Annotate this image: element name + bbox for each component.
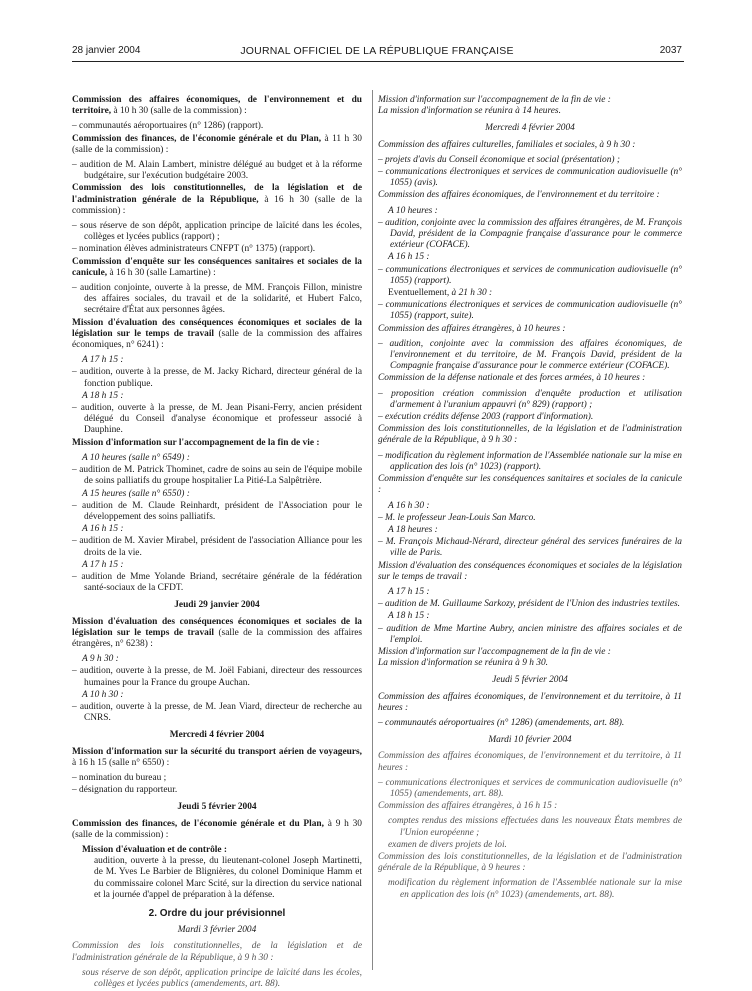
agenda-item: – audition, conjointe avec la commission des affaires économiques, de l'environnement et du territoire, de M. François David, président de la Compagnie française d'assurance pour le commerce extérieur (COFACE). <box>378 338 682 372</box>
time-slot: A 16 h 15 : <box>388 252 430 263</box>
day-heading: Mercredi 4 février 2004 <box>485 123 575 134</box>
agenda-item: examen de divers projets de loi. <box>388 839 507 850</box>
header-date: 28 janvier 2004 <box>72 45 141 56</box>
agenda-block: Commission des affaires économiques, de l'environnement et du territoire, à 11 heures : <box>378 751 682 773</box>
agenda-item: – audition de M. Guillaume Sarkozy, président de l'Union des industries textiles. <box>378 599 680 610</box>
agenda-block <box>72 134 362 156</box>
agenda-block: Mission d'information sur l'accompagnement de la fin de vie : <box>378 95 611 105</box>
agenda-block: Mission d'évaluation des conséquences économiques et sociales de la législation sur le temps de travail : <box>378 560 682 582</box>
time-slot: A 16 h 15 : <box>82 524 124 535</box>
right-column <box>378 95 682 902</box>
agenda-block: Commission des affaires étrangères, à 10 heures : <box>378 323 566 334</box>
agenda-block: Commission des lois constitutionnelles, de la législation et de l'administration générale de la République, à 9 h 30 : <box>72 941 362 963</box>
agenda-item: audition, ouverte à la presse, du lieutenant-colonel Joseph Martinetti, de M. Yves Le Barbier de Blignières, du colonel Dominique Hamm et du commissaire colonel Marc Scité, sur la direction du service national et la journée d'appel de préparation à la défense. <box>94 856 362 900</box>
agenda-block <box>72 438 362 449</box>
agenda-item: – communications électroniques et services de communication audiovisuelle (n° 1055) (avis). <box>378 167 682 189</box>
agenda-item: – nomination du bureau ; <box>72 772 167 783</box>
agenda-item: sous réserve de son dépôt, application principe de laïcité dans les écoles, collèges et lycées publics (amendements, art. 88). <box>82 967 362 990</box>
agenda-item: – audition de Mme Yolande Briand, secrétaire générale de la fédération santé-sociaux de la CFDT. <box>72 571 362 594</box>
agenda-item: – nomination élèves administrateurs CNFPT (n° 1375) (rapport). <box>72 244 316 255</box>
committee-title: Commission d'enquête sur les conséquences sanitaires et sociales de la canicule, <box>72 256 362 278</box>
agenda-block <box>72 617 362 651</box>
session-info: (salle de la commission des affaires étrangères, n° 6238) : <box>72 627 363 649</box>
committee-title: Mission d'information sur la sécurité du transport aérien de voyageurs, <box>72 746 362 757</box>
agenda-item: – audition de M. Alain Lambert, ministre délégué au budget et à la réforme budgétaire, sur l'exécution budgétaire 2003. <box>72 160 362 182</box>
time-slot: A 15 heures (salle n° 6550) : <box>82 488 190 499</box>
agenda-item: – désignation du rapporteur. <box>72 785 178 796</box>
agenda-block <box>72 183 362 217</box>
agenda-item: – audition de M. Patrick Thominet, cadre de soins au sein de l'équipe mobile de soins palliatifs du groupe hospitalier La Pitié-La Salpêtrière. <box>72 465 362 487</box>
agenda-item: – audition, ouverte à la presse, de M. Jean Viard, directeur de recherche au CNRS. <box>72 701 362 724</box>
time-slot: A 10 h 30 : <box>82 689 124 700</box>
agenda-item: – M. François Michaud-Nérard, directeur général des services funéraires de la ville de Paris. <box>378 537 682 559</box>
committee-title: Commission des affaires économiques, de l'environnement et du territoire, <box>72 95 362 117</box>
agenda-item: – audition de M. Xavier Mirabel, président de l'association Alliance pour les droits de la vie. <box>72 536 362 558</box>
agenda-note: La mission d'information se réunira à 14 heures. <box>378 106 561 117</box>
agenda-item: – audition de Mme Martine Aubry, ancien ministre des affaires sociales et de l'emploi. <box>378 623 682 645</box>
time-slot: A 18 heures : <box>388 524 438 535</box>
agenda-item: – audition, conjointe avec la commission des affaires étrangères, de M. François David, président de la Compagnie française d'assurance pour le commerce extérieur (COFACE). <box>378 217 682 251</box>
agenda-item: – communications électroniques et services de communication audiovisuelle (n° 1055) (amendements, art. 88). <box>378 777 682 799</box>
agenda-item: – modification du règlement information de l'Assemblée nationale sur la mise en application des lois (n° 1023) (rapport). <box>378 450 682 472</box>
agenda-item: comptes rendus des missions effectuées dans les nouveaux États membres de l'Union européenne ; <box>388 816 682 838</box>
agenda-block: Commission des affaires économiques, de l'environnement et du territoire : <box>378 190 660 201</box>
header-rule <box>72 61 684 62</box>
agenda-block: Commission de la défense nationale et des forces armées, à 10 heures : <box>378 373 646 384</box>
committee-title: Commission des finances, de l'économie générale et du Plan, <box>72 818 324 829</box>
day-heading: Mardi 3 février 2004 <box>177 925 257 936</box>
time-slot: A 17 h 15 : <box>82 559 124 570</box>
time-slot: A 17 h 15 : <box>82 355 124 366</box>
agenda-item: modification du règlement information de l'Assemblée nationale sur la mise en application des lois (n° 1023) (amendements, art. 88). <box>388 878 682 900</box>
agenda-block <box>72 318 362 352</box>
session-info: à 9 h 30 (salle de la commission) : <box>72 818 362 840</box>
session-info: à 16 h 30 (salle de la commission) : <box>72 194 363 216</box>
agenda-block: Commission des lois constitutionnelles, de la législation et de l'administration générale de la République, à 9 h 30 : <box>378 424 682 446</box>
agenda-item: – communautés aéroportuaires (n° 1286) (amendements, art. 88). <box>378 717 625 728</box>
day-heading: Jeudi 5 février 2004 <box>492 675 568 686</box>
header-title: JOURNAL OFFICIEL DE LA RÉPUBLIQUE FRANÇAISE <box>240 45 514 57</box>
agenda-item: – audition de M. Claude Reinhardt, président de l'Association pour le développement des soins palliatifs. <box>72 500 362 522</box>
time-slot: A 9 h 30 : <box>82 654 119 665</box>
session-info: à 10 h 30 (salle de la commission) : <box>113 106 247 117</box>
agenda-item: – audition, ouverte à la presse, de M. Jean Pisani-Ferry, ancien président délégué du Conseil d'analyse économique et professeur associé à Dauphine. <box>72 403 362 436</box>
committee-title: Mission d'évaluation des conséquences économiques et sociales de la législation sur le temps de travail <box>72 616 362 638</box>
agenda-block <box>72 95 362 117</box>
time-slot: A 16 h 30 : <box>388 500 430 511</box>
time-slot: Eventuellement, à 21 h 30 : <box>388 288 493 299</box>
session-info: à 16 h 15 (salle n° 6550) : <box>72 757 170 768</box>
time-slot: A 17 h 15 : <box>388 586 430 597</box>
day-heading: Jeudi 29 janvier 2004 <box>174 600 260 611</box>
session-info: à 16 h 30 (salle Lamartine) : <box>109 267 216 278</box>
agenda-item: – audition conjointe, ouverte à la presse, de MM. François Fillon, ministre des affaires sociales, du travail et de la solidarité, et Hubert Falco, secrétaire d'État aux personnes âgées. <box>72 283 362 316</box>
agenda-item: – proposition création commission d'enquête production et utilisation d'armement à l'uranium appauvri (n° 829) (rapport) ; <box>378 388 682 410</box>
time-slot: A 18 h 15 : <box>388 611 430 622</box>
time-slot: A 18 h 15 : <box>82 390 124 401</box>
agenda-block <box>72 747 362 769</box>
committee-title: Commission des lois constitutionnelles, de la législation et de l'administration générale de la République, <box>72 183 362 205</box>
agenda-block: Commission des affaires économiques, de l'environnement et du territoire, à 11 heures : <box>378 691 682 713</box>
day-heading: Mardi 10 février 2004 <box>488 735 572 746</box>
section-heading: 2. Ordre du jour prévisionnel <box>148 908 286 919</box>
agenda-item: – audition, ouverte à la presse, de M. Jacky Richard, directeur général de la fonction publique. <box>72 367 362 389</box>
agenda-item: – communautés aéroportuaires (n° 1286) (rapport). <box>72 121 264 132</box>
committee-title: Mission d'évaluation des conséquences économiques et sociales de la législation sur le temps de travail <box>72 317 362 339</box>
agenda-block: Mission d'information sur l'accompagnement de la fin de vie : <box>378 646 611 657</box>
agenda-item: – communications électroniques et services de communication audiovisuelle (n° 1055) (rapport, suite). <box>378 300 682 322</box>
header-page-number: 2037 <box>659 45 682 56</box>
agenda-block: Commission des affaires étrangères, à 16 h 15 : <box>378 801 558 812</box>
time-slot: A 10 heures : <box>388 205 438 216</box>
agenda-block <box>72 819 362 841</box>
sub-heading: Mission d'évaluation et de contrôle : <box>82 844 228 855</box>
day-heading: Jeudi 5 février 2004 <box>177 802 257 813</box>
agenda-item: – sous réserve de son dépôt, application principe de laïcité dans les écoles, collèges et lycées publics (rapport) ; <box>72 221 362 243</box>
agenda-item: – projets d'avis du Conseil économique et social (présentation) ; <box>378 154 620 165</box>
session-info: (salle de la commission des affaires économiques, n° 6241) : <box>72 328 363 351</box>
agenda-note: La mission d'information se réunira à 9 h 30. <box>378 658 548 669</box>
agenda-item: – communications électroniques et services de communication audiovisuelle (n° 1055) (rapport). <box>378 264 682 286</box>
agenda-item: – exécution crédits défense 2003 (rapport d'information). <box>378 412 594 423</box>
left-column <box>72 95 362 991</box>
column-divider <box>372 90 373 970</box>
committee-title: Commission des finances, de l'économie générale et du Plan, <box>72 133 322 144</box>
agenda-block <box>72 257 362 279</box>
agenda-block: Commission d'enquête sur les conséquences sanitaires et sociales de la canicule : <box>378 474 682 496</box>
committee-title: Mission d'information sur l'accompagnement de la fin de vie : <box>72 437 320 448</box>
agenda-block: Commission des affaires culturelles, familiales et sociales, à 9 h 30 : <box>378 139 636 150</box>
page-header <box>72 45 682 61</box>
time-slot: A 10 heures (salle n° 6549) : <box>82 452 190 463</box>
agenda-item: – M. le professeur Jean-Louis San Marco. <box>378 512 536 523</box>
day-heading: Mercredi 4 février 2004 <box>169 730 265 741</box>
session-info: à 11 h 30 (salle de la commission) : <box>72 133 362 155</box>
agenda-item: – audition, ouverte à la presse, de M. Joël Fabiani, directeur des ressources humaines pour la France du groupe Auchan. <box>72 666 362 688</box>
agenda-block: Commission des lois constitutionnelles, de la législation et de l'administration générale de la République, à 9 heures : <box>378 851 682 874</box>
